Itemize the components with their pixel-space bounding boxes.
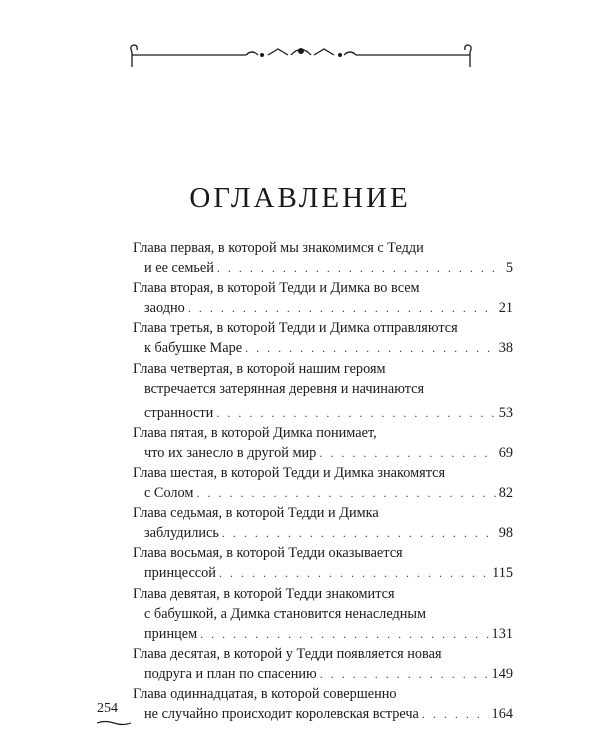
- toc-entry-text: подруга и план по спасению: [144, 665, 317, 682]
- dot-leader: [219, 563, 489, 583]
- toc-entry-text: с Солом: [144, 485, 194, 502]
- toc-entry-line: Глава четвертая, в которой нашим героям: [133, 360, 386, 377]
- toc-entry: [133, 463, 513, 503]
- toc-entry-line: Глава первая, в которой мы знакомимся с Тедди: [133, 240, 424, 256]
- dot-leader: [196, 483, 495, 503]
- toc-entry: [133, 238, 513, 278]
- toc-entry-text: странности: [144, 404, 214, 421]
- dot-leader: [320, 664, 489, 684]
- toc-list: [133, 238, 513, 724]
- toc-page-number: 149: [491, 665, 513, 682]
- dot-leader: [188, 298, 496, 318]
- toc-entry: [133, 684, 513, 724]
- toc-entry-last-line: [133, 664, 513, 684]
- toc-page-number: 115: [492, 565, 513, 582]
- toc-entry-line: с бабушкой, а Димка становится ненаследным: [144, 605, 427, 622]
- toc-entry-line: Глава одиннадцатая, в которой совершенно: [133, 685, 397, 702]
- dot-leader: [245, 338, 496, 358]
- toc-page-number: 164: [491, 706, 513, 723]
- dot-leader: [422, 704, 489, 724]
- toc-entry-line: Глава девятая, в которой Тедди знакомится: [133, 585, 395, 602]
- toc-entry-last-line: [133, 443, 513, 463]
- toc-entry: [133, 644, 513, 684]
- toc-entry-last-line: [133, 258, 513, 278]
- toc-page-number: 98: [498, 525, 513, 542]
- folio-flourish: [96, 720, 132, 726]
- toc-entry-line: Глава третья, в которой Тедди и Димка отправляются: [133, 320, 458, 337]
- toc-entry: [133, 318, 513, 358]
- toc-entry-line: Глава пятая, в которой Димка понимает,: [133, 424, 377, 441]
- toc-page-number: 38: [498, 340, 513, 357]
- dot-leader: [217, 258, 503, 278]
- toc-entry: [133, 423, 513, 463]
- dot-leader: [222, 523, 496, 543]
- toc-page-number: 82: [498, 485, 513, 502]
- toc-entry-text: к бабушке Маре: [144, 340, 243, 357]
- toc-entry-last-line: [133, 483, 513, 503]
- toc-entry-line: Глава седьмая, в которой Тедди и Димка: [133, 505, 379, 522]
- toc-entry: [133, 543, 513, 583]
- toc-entry-last-line: [133, 298, 513, 318]
- toc-entry-text: принцем: [144, 625, 198, 642]
- toc-page-number: 5: [505, 260, 513, 277]
- toc-page-number: 69: [498, 444, 513, 461]
- toc-entry-line: встречается затерянная деревня и начинаются: [144, 380, 425, 397]
- toc-entry-text: не случайно происходит королевская встреча: [144, 706, 419, 723]
- toc-entry-line: Глава шестая, в которой Тедди и Димка знакомятся: [133, 464, 446, 481]
- toc-entry-line: Глава вторая, в которой Тедди и Димка во всем: [133, 280, 420, 297]
- toc-entry: [133, 503, 513, 543]
- toc-entry-text: и ее семьей: [144, 260, 214, 277]
- toc-entry-last-line: [133, 523, 513, 543]
- toc-page-number: 53: [498, 404, 513, 421]
- toc-entry-text: что их занесло в другой мир: [144, 444, 317, 461]
- toc-entry-line: Глава десятая, в которой у Тедди появляется новая: [133, 645, 442, 662]
- toc-entry-last-line: [133, 704, 513, 724]
- toc-entry-line: Глава восьмая, в которой Тедди оказывается: [133, 545, 403, 562]
- dot-leader: [319, 443, 495, 463]
- toc-entry-text: принцессой: [144, 565, 216, 582]
- toc-entry-text: заодно: [144, 300, 185, 317]
- dot-leader: [200, 624, 488, 644]
- toc-entry: [133, 359, 513, 423]
- toc-entry-last-line: [133, 338, 513, 358]
- dot-leader: [216, 403, 495, 423]
- toc-title: ОГЛАВЛЕНИЕ: [189, 182, 411, 214]
- toc-entry-last-line: [133, 563, 513, 583]
- toc-entry: [133, 278, 513, 318]
- toc-entry-text: заблудились: [144, 525, 219, 542]
- toc-page-number: 131: [491, 625, 513, 642]
- toc-entry-last-line: [133, 624, 513, 644]
- page-number: 254: [97, 701, 118, 716]
- toc-entry-last-line: [133, 403, 513, 423]
- toc-page-number: 21: [498, 300, 513, 317]
- toc-entry: [133, 584, 513, 644]
- header-ornament: [128, 40, 474, 72]
